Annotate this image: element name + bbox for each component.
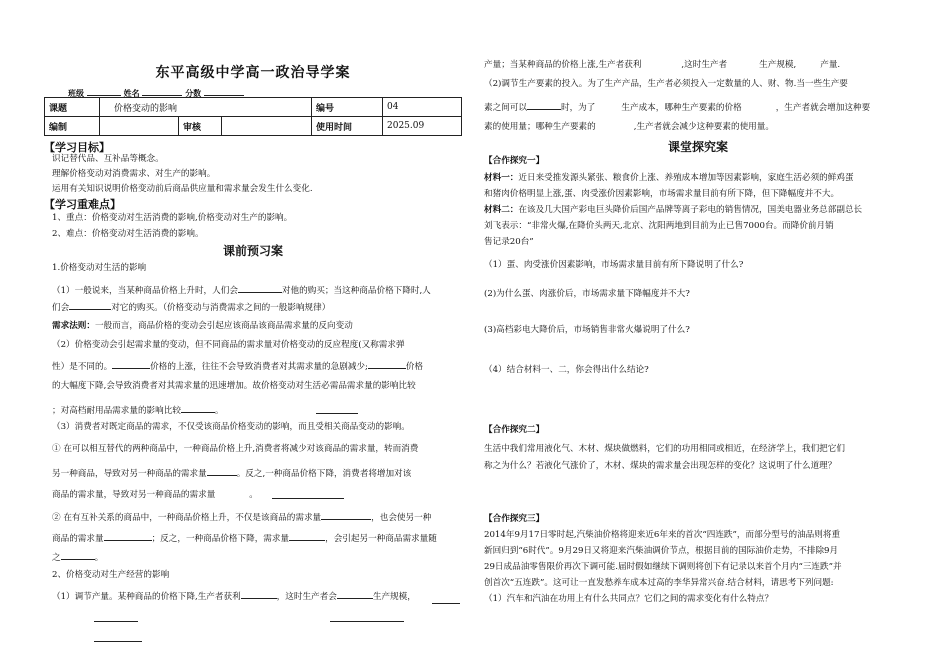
paragraph-1-3-sub2: ② 在有互补关系的商品中，一种商品价格上升，不仅是该商品的需求量 ，也会使另一种 [52,509,431,524]
right-paragraph-2: （2)调节生产要素的投入。为了生产产品，生产者必须投入一定数量的人、财、物.当一些生产要 [484,79,848,89]
goal-item: 理解价格变动对消费需求、对生产的影响。 [52,169,216,179]
answer-blank[interactable] [330,621,404,622]
coop-3-text-cont2: 29日成品油零售限价再次下调可能.届时假如继续下调则将创下有记录以来首个月内“三连跌”并 [484,562,842,572]
focus-item: 1、重点：价格变动对生活消费的影响,价格变动对生产的影响。 [52,213,293,223]
answer-blank[interactable] [321,509,371,520]
focus-heading: 【学习重难点】 [44,198,121,211]
paragraph-1-2-cont3: ；对高档耐用品需求量的影响比较 。 [52,402,224,417]
coop-2-text-cont: 称之为什么？若液化气涨价了，木材、煤块的需求量会出现怎样的变化？这说明了什么道理？ [484,461,837,471]
review-label: 审核 [179,117,222,136]
date-value: 2025.09 [383,117,462,136]
coop-2-heading: 【合作探究二】 [484,425,545,435]
paragraph-1-2-cont2: 的大幅度下降,会导致消费者对其需求量的迅速增加。故价格变动对生活必需品需求量的影响比较 [52,381,416,391]
material-2: 材料二：在该及几大国产彩电巨头降价后国产品牌等离子彩电的销售情况，国美电器业务总部副总长 [484,205,863,215]
coop-3-text-cont3: 创首次“五连跌”。这可让一直发愁养车成本过高的李华异常兴奋.结合材料，请思考下列问题: [484,578,834,588]
goal-item: 运用有关知识说明价格变动前后商品供应量和需求量会发生什么变化. [52,184,313,194]
page-title: 东平高级中学高一政治导学案 [155,65,351,81]
number-value: 04 [383,98,462,117]
goal-item: 识记替代品、互补品等概念。 [52,154,164,164]
preview-heading: 课前预习案 [222,244,283,258]
coop-3-question-1: （1）汽车和汽油在功用上有什么共同点？它们之间的需求变化有什么特点？ [484,594,774,604]
score-label: 分数 [185,88,202,98]
paragraph-1-1-cont: 们会 对它的购买。（价格变动与消费需求之间的一般影响规律） [52,299,330,314]
answer-blank[interactable] [104,530,152,541]
material-2-cont: 刘飞表示：“非常火爆,在降价头两天,北京、沈阳两地到目前为止已售7000台。而降价前月销 [484,221,834,231]
class-blank[interactable] [87,86,121,96]
question-4: （4）结合材料一、二，你会得出什么结论? [484,365,649,375]
material-2-cont2: 售记录20台” [484,237,534,247]
answer-blank[interactable] [368,358,406,369]
number-label: 编号 [312,98,383,117]
right-paragraph-2-cont2: 素的使用量；哪种生产要素的 ,生产者就会减少这种要素的使用量。 [484,122,774,132]
answer-blank[interactable] [94,621,138,622]
question-2: (2)为什么蛋、肉涨价后，市场需求量下降幅度并不大? [484,289,690,299]
answer-blank[interactable] [61,549,95,560]
paragraph-1-2: （2）价格变动会引起需求量的变动，但不同商品的需求量对价格变动的反应程度(又称需求弹 [52,340,405,350]
answer-blank[interactable] [432,603,460,604]
editor-label: 编制 [45,117,100,136]
right-paragraph-2-cont: 素之间可以 时，为了 生产成本，哪种生产要素的价格 ，生产者就会增加这种要 [484,99,870,114]
section-1-heading: 1.价格变动对生活的影响 [52,263,147,273]
answer-blank[interactable] [289,530,325,541]
paragraph-1-3-sub1-cont2: 商品的需求量，导致对另一种商品的需求量 。 [52,490,258,500]
answer-blank[interactable] [337,588,373,599]
answer-blank[interactable] [112,358,150,369]
answer-blank[interactable] [316,413,358,414]
question-3: (3)高档彩电大降价后，市场销售非常火爆说明了什么? [484,325,690,335]
section-2-heading: 2、价格变动对生产经营的影响 [52,570,170,580]
review-value [222,117,312,136]
coop-3-text-cont: 新回归到“6时代”。9月29日又将迎来汽柴油调价节点，根据目前的国际油价走势，不排除9月 [484,546,839,556]
paragraph-1-3-sub2-cont: 商品的需求量 ；反之，一种商品价格下降，需求量 ，会引起另一种商品需求量随 [52,530,437,545]
paragraph-2-1: （1）调节产量。某种商品的价格下降,生产者获利 ，这时生产者会 生产规模， [52,588,416,603]
answer-blank[interactable] [69,299,111,310]
answer-blank[interactable] [207,465,237,476]
goals-heading: 【学习目标】 [44,141,110,154]
score-blank[interactable] [204,86,244,96]
name-label: 姓名 [123,88,140,98]
answer-blank[interactable] [241,588,277,599]
class-study-heading: 课堂探究案 [667,140,728,154]
coop-2-text: 生活中我们常用液化气、木材、煤块做燃料，它们的功用相同或相近，在经济学上，我们把它们 [484,444,845,454]
paragraph-1-1: （1）一般说来，当某种商品价格上升时，人们会 对他的购买；当这种商品价格下降时,人 [52,282,431,297]
coop-1-heading: 【合作探究一】 [484,156,545,166]
demand-law [52,320,353,332]
answer-blank[interactable] [238,282,282,293]
name-blank[interactable] [142,86,182,96]
date-label: 使用时间 [312,117,383,136]
coop-3-heading: 【合作探究三】 [484,514,545,524]
paragraph-1-3-sub1: ① 在可以相互替代的两种商品中，一种商品价格上升,消费者将减少对该商品的需求量，转而消费 [52,444,419,454]
paragraph-1-3-sub1-cont: 另一种商品，导致对另一种商品的需求量 。反之,一种商品价格下降，消费者将增加对该 [52,465,411,480]
answer-blank[interactable] [527,99,561,110]
material-1-cont: 和猪肉价格明显上涨,蛋、肉受涨价因素影响，市场需求量目前有所下降，但下降幅度并不大。 [484,189,840,199]
editor-value [100,117,179,136]
focus-item: 2、难点：价格变动对生活消费的影响。 [52,229,204,239]
right-paragraph-1: 产量；当某种商品的价格上涨,生产者获利 ,这时生产者 生产规模, 产量. [484,60,841,70]
demand-law-label: 需求法则： [52,321,95,331]
demand-law-text: 一般而言，商品价格的变动会引起应该商品该商品需求量的反向变动 [94,321,353,331]
topic-value: 价格变动的影响 [100,98,312,117]
material-1: 材料一：近日来受推发源头紧张、粮食价上涨、养殖成本增加等因素影响，家庭生活必须的鲜鸡蛋 [484,173,854,183]
topic-label: 课题 [45,98,100,117]
answer-blank[interactable] [94,641,142,642]
coop-3-text: 2014年9月17日零时起,汽柴油价格将迎来近6年来的首次“四连跌”，而部分型号的油品则将重 [484,530,841,540]
paragraph-1-3: （3）消费者对既定商品的需求，不仅受该商品价格变动的影响，而且受相关商品变动的影响。 [52,422,410,432]
class-label: 班级 [68,88,84,98]
question-1: （1）蛋、肉受涨价因素影响，市场需求量目前有所下降说明了什么? [484,260,744,270]
answer-blank[interactable] [272,498,344,499]
paragraph-1-3-sub2-cont2: 之 。 [52,549,103,564]
answer-blank[interactable] [181,402,215,413]
info-table [44,97,462,136]
paragraph-1-2-cont: 性）是不同的。 价格的上涨，往往不会导致消费者对其需求量的急剧减少; 价格 [52,358,423,373]
